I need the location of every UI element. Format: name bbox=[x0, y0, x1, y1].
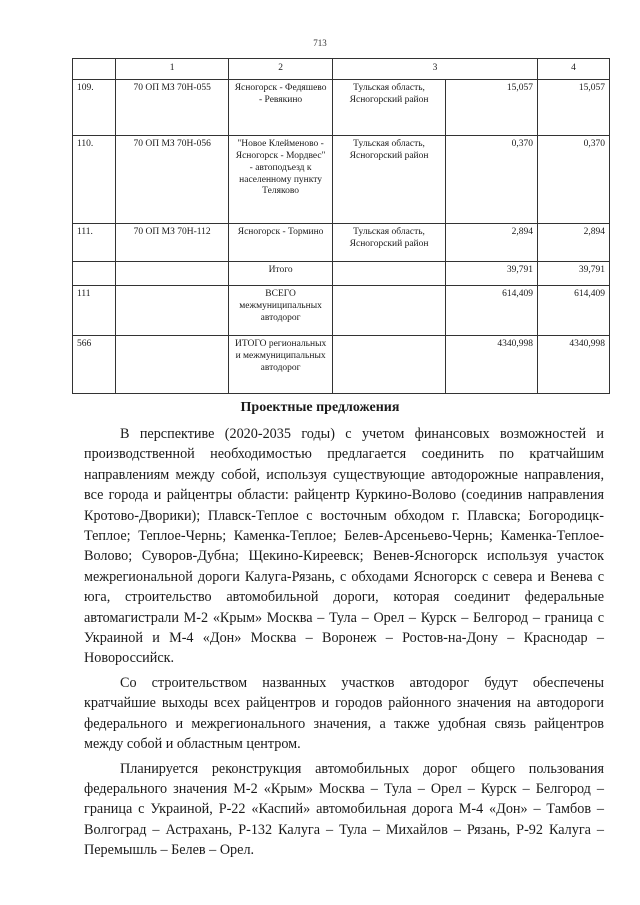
table-row bbox=[73, 79, 610, 135]
roads-table bbox=[72, 58, 610, 394]
table-row bbox=[73, 223, 610, 261]
row-number: 111. bbox=[73, 223, 116, 261]
road-name: Ясногорск - Тормино bbox=[229, 223, 333, 261]
grand-total-length: 4340,998 bbox=[446, 335, 538, 393]
header-cell-3: 3 bbox=[332, 59, 537, 80]
paragraph: В перспективе (2020-2035 годы) с учетом финансовых возможностей и производственной необходимостью предлагается соединить по кратчайшим направлениям между собой, используя существующие автодорожные направления, все города и райцентры области: райцентр Куркино-Волово (соединив направления Кротово-Дворики); Плавск-Теплое с восточным обходом г. Плавска; Богородицк-Теплое; Теплое-Чернь; Каменка-Теплое; Белев-Арсеньево-Чернь; Каменка-Теплое-Волово; Суворов-Дубна; Щекино-Киреевск; Венев-Ясногорск используя участок межрегиональной дороги Калуга-Рязань, с обходами Ясногорск с севера и Венева с юга, строительство автомобильной дороги, которая соединит федеральные автомагистрали М-2 «Крым» Москва – Тула – Орел – Курск – Белгород – граница с Украиной и М-4 «Дон» Москва – Воронеж – Ростов-на-Дону – Краснодар – Новороссийск. bbox=[84, 426, 604, 667]
table-row bbox=[73, 335, 610, 393]
table-header-row bbox=[73, 59, 610, 80]
road-length: 0,370 bbox=[446, 135, 538, 223]
road-code bbox=[116, 261, 229, 285]
total-length: 614,409 bbox=[446, 285, 538, 335]
row-number: 110. bbox=[73, 135, 116, 223]
section-title: Проектные предложения bbox=[240, 400, 400, 415]
road-name: Ясногорск - Федяшево - Ревякино bbox=[229, 79, 333, 135]
road-region: Тульская область, Ясногорский район bbox=[332, 135, 445, 223]
road-length-total: 2,894 bbox=[537, 223, 609, 261]
road-length-total: 0,370 bbox=[537, 135, 609, 223]
road-region bbox=[332, 335, 445, 393]
paragraph: Со строительством названных участков автодорог будут обеспечены кратчайшие выходы всех райцентров и городов районного значения на автодороги федерального и межрегионального значения, а также удобная связь райцентров между собой и областным центром. bbox=[84, 674, 604, 753]
road-name: "Новое Клейменово - Ясногорск - Мордвес" - автоподъезд к населенному пункту Теляково bbox=[229, 135, 333, 223]
total-length-total: 614,409 bbox=[537, 285, 609, 335]
header-cell-4: 4 bbox=[537, 59, 609, 80]
road-region: Тульская область, Ясногорский район bbox=[332, 79, 445, 135]
road-code bbox=[116, 335, 229, 393]
table-row bbox=[73, 285, 610, 335]
header-cell-empty bbox=[73, 59, 116, 80]
header-cell-2: 2 bbox=[229, 59, 333, 80]
road-code: 70 ОП МЗ 70Н-056 bbox=[116, 135, 229, 223]
road-region bbox=[332, 285, 445, 335]
road-region: Тульская область, Ясногорский район bbox=[332, 223, 445, 261]
row-number: 111 bbox=[73, 285, 116, 335]
subtotal-label: Итого bbox=[229, 261, 333, 285]
grand-total-length-total: 4340,998 bbox=[537, 335, 609, 393]
subtotal-length-total: 39,791 bbox=[537, 261, 609, 285]
header-cell-1: 1 bbox=[116, 59, 229, 80]
grand-total-label: ИТОГО региональных и межмуниципальных автодорог bbox=[229, 335, 333, 393]
road-code: 70 ОП МЗ 70Н-055 bbox=[116, 79, 229, 135]
body-text bbox=[84, 424, 604, 861]
row-number bbox=[73, 261, 116, 285]
subtotal-length: 39,791 bbox=[446, 261, 538, 285]
row-number: 109. bbox=[73, 79, 116, 135]
page-number: 713 bbox=[313, 38, 327, 48]
road-length: 15,057 bbox=[446, 79, 538, 135]
table-row bbox=[73, 261, 610, 285]
table-row bbox=[73, 135, 610, 223]
total-label: ВСЕГО межмуниципальных автодорог bbox=[229, 285, 333, 335]
road-length-total: 15,057 bbox=[537, 79, 609, 135]
road-code: 70 ОП МЗ 70Н-112 bbox=[116, 223, 229, 261]
road-code bbox=[116, 285, 229, 335]
row-number: 566 bbox=[73, 335, 116, 393]
paragraph: Планируется реконструкция автомобильных дорог общего пользования федерального значения М-2 «Крым» Москва – Тула – Орел – Курск – Белгород – граница с Украиной, Р-22 «Каспий» автомобильная дорога М-4 «Дон» – Тамбов – Волгоград – Астрахань, Р-132 Калуга – Тула – Михайлов – Рязань, Р-92 Калуга – Перемышль – Белев – Орел. bbox=[84, 760, 604, 859]
road-region bbox=[332, 261, 445, 285]
road-length: 2,894 bbox=[446, 223, 538, 261]
